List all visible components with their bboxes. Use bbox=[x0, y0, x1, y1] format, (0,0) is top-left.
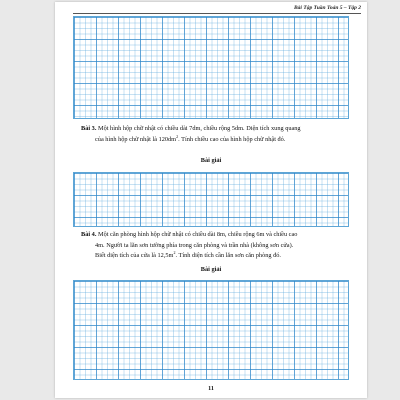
exercise-4-text-line2: 4m. Người ta lăn sơn tường phía trong căn phòng và trần nhà (không sơn cửa). bbox=[95, 241, 294, 249]
exercise-4-text-line3-b: . Tính diện tích cần lăn sơn căn phòng đó. bbox=[175, 252, 281, 259]
exercise-4 bbox=[81, 230, 343, 262]
exercise-4-text-line3-a: Biết diện tích của cửa là 12,5m bbox=[95, 252, 174, 259]
header-divider bbox=[73, 13, 361, 14]
page-number: 11 bbox=[208, 386, 214, 392]
exercise-3-text-line2-b: . Tính chiều cao của hình hộp chữ nhật đó. bbox=[178, 135, 286, 143]
grid-writing-area-bottom bbox=[73, 280, 349, 380]
page-header: Bài Tập Tuần Toán 5 – Tập 2 bbox=[294, 5, 361, 11]
exercise-3-label: Bài 3. bbox=[81, 125, 97, 132]
grid-writing-area-top bbox=[73, 16, 349, 119]
exercise-3-text-line2-a: của hình hộp chữ nhật là 120dm bbox=[95, 135, 177, 143]
exercise-3-solution-label: Bài giải bbox=[200, 157, 222, 164]
exercise-4-superscript: 2 bbox=[173, 249, 176, 255]
exercise-3-text-line1: Một hình hộp chữ nhật có chiều dài 7dm, chiều rộng 5dm. Diện tích xung quang bbox=[97, 125, 301, 132]
worksheet-page bbox=[55, 2, 367, 398]
grid-writing-area-middle bbox=[73, 172, 349, 227]
exercise-4-text-line3 bbox=[81, 251, 343, 262]
exercise-4-text-line1: Một căn phòng hình hộp chữ nhật có chiều dài 8m, chiều rộng 6m và chiều cao bbox=[97, 231, 298, 238]
exercise-3 bbox=[81, 124, 343, 145]
exercise-3-text-line2 bbox=[81, 135, 343, 146]
exercise-3-superscript: 2 bbox=[176, 133, 179, 139]
exercise-4-solution-label: Bài giải bbox=[200, 266, 222, 273]
exercise-4-label: Bài 4. bbox=[81, 231, 97, 238]
